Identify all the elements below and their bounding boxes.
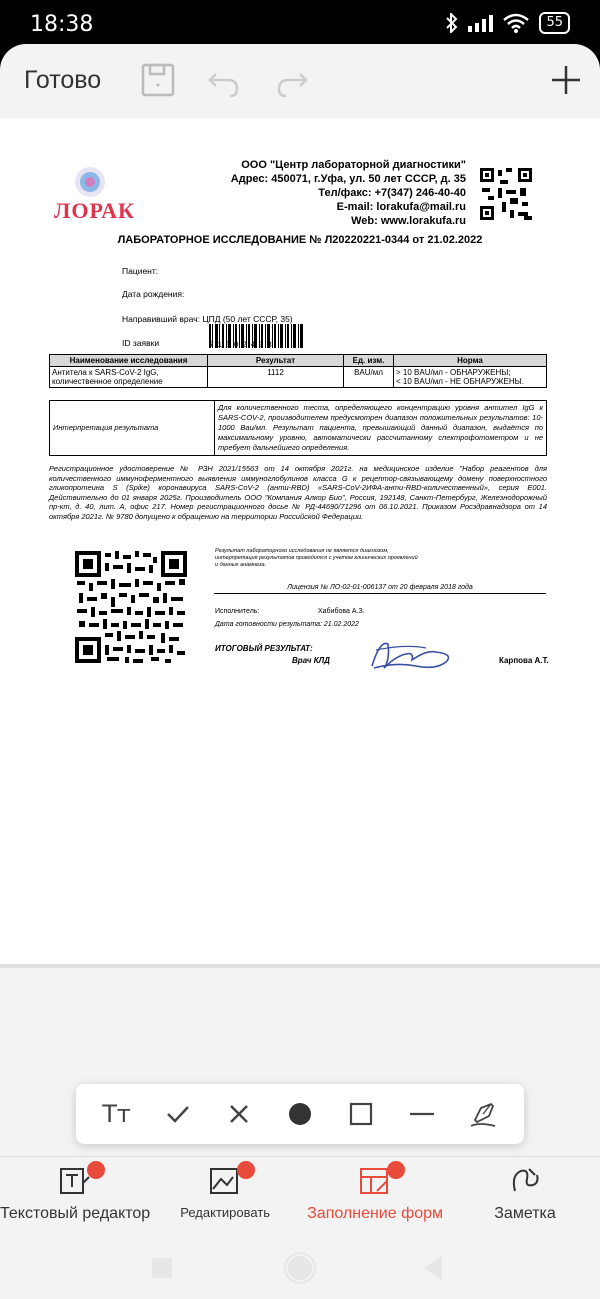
rectangle-tool[interactable]: [344, 1097, 378, 1131]
header-norm: Норма: [394, 355, 547, 367]
table-row: [50, 401, 547, 456]
form-icon: [357, 1165, 393, 1197]
signer-name: Карпова А.Т.: [499, 656, 549, 665]
status-bar: [0, 0, 600, 50]
company-info: [146, 158, 466, 228]
cross-tool[interactable]: [222, 1097, 256, 1131]
qr-code-large: [75, 551, 187, 663]
test-name: Антитела к SARS-CoV-2 IgG, количественное определение: [50, 367, 208, 388]
recents-button[interactable]: [152, 1258, 172, 1278]
text-tool-icon: Тт: [102, 1100, 131, 1128]
ready-date: Дата готовности результата: 21.02.2022: [215, 621, 359, 628]
header-unit: Ед. изм.: [344, 355, 394, 367]
top-toolbar: [0, 44, 600, 118]
note-pen-icon: [507, 1165, 543, 1197]
system-nav-bar: [0, 1230, 600, 1299]
birthdate-label: Дата рождения:: [122, 289, 185, 299]
results-header-row: [50, 355, 547, 367]
premium-badge-icon: [237, 1161, 255, 1179]
table-row: [50, 367, 547, 388]
test-norm: [394, 367, 547, 388]
tab-label: Заметка: [494, 1205, 556, 1222]
executor-label: Исполнитель:: [215, 608, 260, 615]
company-web: Web: www.lorakufa.ru: [351, 215, 466, 227]
dot-tool[interactable]: [283, 1097, 317, 1131]
tab-label: Заполнение форм: [307, 1205, 444, 1222]
referring-doctor: Направивший врач: ЦПД (50 лет СССР, 35): [122, 314, 293, 324]
tab-note[interactable]: [450, 1157, 600, 1230]
tab-label: Текстовый редактор: [0, 1205, 151, 1222]
company-logo: [50, 162, 135, 232]
license-text: Лицензия № ЛО-02-01-006137 от 20 февраля 2018 года: [214, 584, 546, 594]
square-icon: [349, 1102, 373, 1126]
check-icon: [165, 1101, 191, 1127]
tab-fill-forms[interactable]: [300, 1157, 450, 1230]
company-email: E-mail: lorakufa@mail.ru: [336, 201, 466, 213]
doctor-title: Врач КЛД: [292, 656, 330, 665]
line-icon: [409, 1102, 435, 1126]
premium-badge-icon: [387, 1161, 405, 1179]
header-result: Результат: [208, 355, 344, 367]
add-icon[interactable]: [546, 60, 586, 100]
dot-icon: [288, 1102, 312, 1126]
text-editor-icon: [57, 1165, 93, 1197]
line-tool[interactable]: [405, 1097, 439, 1131]
status-icons: [446, 12, 570, 34]
disclaimer-note: Результат лабораторного исследования не является диагнозом, интерпретация результатов проводится с учетом клинических проявлений и данных анамнеза.: [215, 548, 418, 568]
barcode-number: 71002433: [209, 341, 276, 350]
app-window: [0, 44, 600, 1299]
battery-indicator: 55: [539, 12, 570, 34]
interpretation-text: Для количественного теста, определяющего концентрацию уровня антител IgG к SARS-COV-2, производителем предусмотрен диапазон положительных результатов: 10-1000 Bau/мл. Результат пациента, превышающий данный диапазон, выдаётся по максимальному уровню, автоматически рассчитанному спектрофотометром и не требует дальнейшего определения.: [215, 401, 547, 456]
check-tool[interactable]: [161, 1097, 195, 1131]
edit-image-icon: [207, 1165, 243, 1197]
final-result-label: ИТОГОВЫЙ РЕЗУЛЬТАТ:: [215, 644, 313, 653]
company-name: ООО "Центр лабораторной диагностики": [241, 159, 466, 171]
request-id-label: ID заявки: [122, 338, 160, 348]
company-address: Адрес: 450071, г.Уфа, ул. 50 лет СССР, д. 35: [230, 173, 466, 185]
signature-image: [366, 636, 456, 674]
tab-text-editor[interactable]: [0, 1157, 150, 1230]
document-view[interactable]: [0, 118, 600, 968]
company-phone: Тел/факс: +7(347) 246-40-40: [318, 187, 466, 199]
signature-tool[interactable]: [466, 1097, 500, 1131]
bluetooth-icon: [446, 13, 458, 33]
interpretation-table: [49, 400, 547, 456]
back-button[interactable]: [424, 1256, 442, 1280]
home-button[interactable]: [286, 1254, 314, 1282]
norm-line-2: < 10 BAU/мл - НЕ ОБНАРУЖЕНЫ.: [396, 377, 524, 386]
save-icon[interactable]: [138, 60, 178, 100]
tab-label: Редактировать: [180, 1205, 271, 1220]
interpretation-label: Интерпретация результата: [50, 401, 215, 456]
premium-badge-icon: [87, 1161, 105, 1179]
test-unit: BAU/мл: [344, 367, 394, 388]
document-title: ЛАБОРАТОРНОЕ ИССЛЕДОВАНИЕ № Л20220221-0344 от 21.02.2022: [117, 234, 483, 246]
results-table: [49, 354, 547, 388]
annotation-toolbar: [76, 1084, 524, 1144]
cross-icon: [227, 1102, 251, 1126]
registration-text: Регистрационное удостоверение № РЗН 2021/15563 от 14 октября 2021г. на медицинское изделие "Набор реагентов для количественного иммуноферментного выявления иммуноглобулинов класса G к рецептор-связывающему домену поверхностного гликопротеина S (Spike) коронавируса SARS-CoV-2 (анти-RBD) «SARS-CoV-2ИФА-анти-RBD-количественный», серия Е001. Действительно до 01 января 2025г. Производитель ООО "Компания Алкор Био", Россия, 192148, Санкт-Петербург, Железнодорожный пр-кт, д. 40, лит. А, офис 217. Номер регистрационного досье № РД-44690/71296 от 06.10.2021. Приказом Росздравнадзора от 14 октября 2021г. № 9780 допущено к обращению на территории Российской Федерации.: [49, 464, 547, 521]
logo-flower-icon: [50, 162, 130, 202]
signal-icon: [468, 14, 493, 32]
qr-code-small: [480, 168, 532, 220]
patient-label: Пациент:: [122, 266, 159, 276]
test-result: 1112: [208, 367, 344, 388]
text-tool[interactable]: [100, 1097, 134, 1131]
header-test-name: Наименование исследования: [50, 355, 208, 367]
redo-icon[interactable]: [272, 60, 312, 100]
logo-text: ЛОРАК: [54, 198, 135, 223]
pen-nib-icon: [469, 1100, 497, 1128]
tab-edit[interactable]: [150, 1157, 300, 1230]
wifi-icon: [503, 13, 529, 33]
status-time: 18:38: [30, 12, 94, 37]
executor-name: Хабибова А.З.: [318, 608, 365, 615]
bottom-tab-bar: [0, 1156, 600, 1230]
undo-icon[interactable]: [204, 60, 244, 100]
norm-line-1: > 10 BAU/мл - ОБНАРУЖЕНЫ;: [396, 368, 511, 377]
done-button[interactable]: Готово: [24, 66, 102, 94]
